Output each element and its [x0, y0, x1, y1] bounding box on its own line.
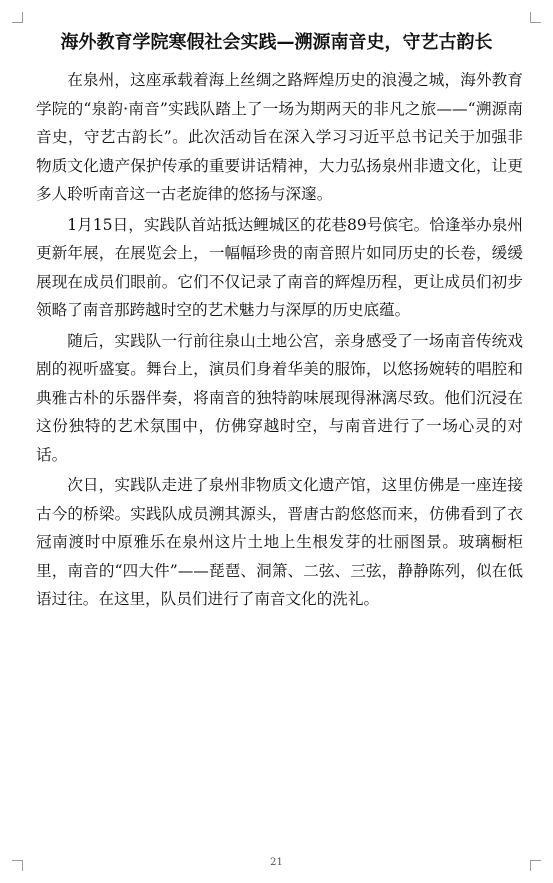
crop-mark-top-left [12, 12, 23, 23]
paragraph-3: 随后，实践队一行前往泉山土地公宫，亲身感受了一场南音传统戏剧的视听盛宴。舞台上，演员们身着华美的服饰，以悠扬婉转的唱腔和典雅古朴的乐器伴奏，将南音的独特韵味展现得淋漓尽致。他们沉浸在这份独特的艺术氛围中，仿佛穿越时空，与南音进行了一场心灵的对话。 [36, 331, 523, 464]
document-body [36, 66, 523, 614]
crop-mark-top-right [530, 12, 541, 23]
paragraph-2: 1月15日，实践队首站抵达鲤城区的花巷89号傧宅。恰逢举办泉州更新年展，在展览会上，一幅幅珍贵的南音照片如同历史的长卷，缓缓展现在成员们眼前。它们不仅记录了南音的辉煌历程，更让成员们初步领略了南音那跨越时空的艺术魅力与深厚的历史底蕴。 [36, 215, 523, 319]
paragraph-4: 次日，实践队走进了泉州非物质文化遗产馆，这里仿佛是一座连接古今的桥梁。实践队成员溯其源头，晋唐古韵悠悠而来，仿佛看到了衣冠南渡时中原雅乐在泉州这片土地上生根发芽的壮丽图景。玻璃橱柜里，南音的“四大件”——琵琶、洞箫、二弦、三弦，静静陈列，似在低语过往。在这里，队员们进行了南音文化的洗礼。 [36, 476, 523, 608]
document-title: 海外教育学院寒假社会实践—溯源南音史，守艺古韵长 [60, 32, 493, 53]
paragraph-1: 在泉州，这座承载着海上丝绸之路辉煌历史的浪漫之城，海外教育学院的“泉韵·南音”实践队踏上了一场为期两天的非凡之旅——“溯源南音史，守艺古韵长”。此次活动旨在深入学习习近平总书记关于加强非物质文化遗产保护传承的重要讲话精神，大力弘扬泉州非遗文化，让更多人聆听南音这一古老旋律的悠扬与深邃。 [36, 71, 523, 203]
page-number: 21 [270, 857, 283, 868]
